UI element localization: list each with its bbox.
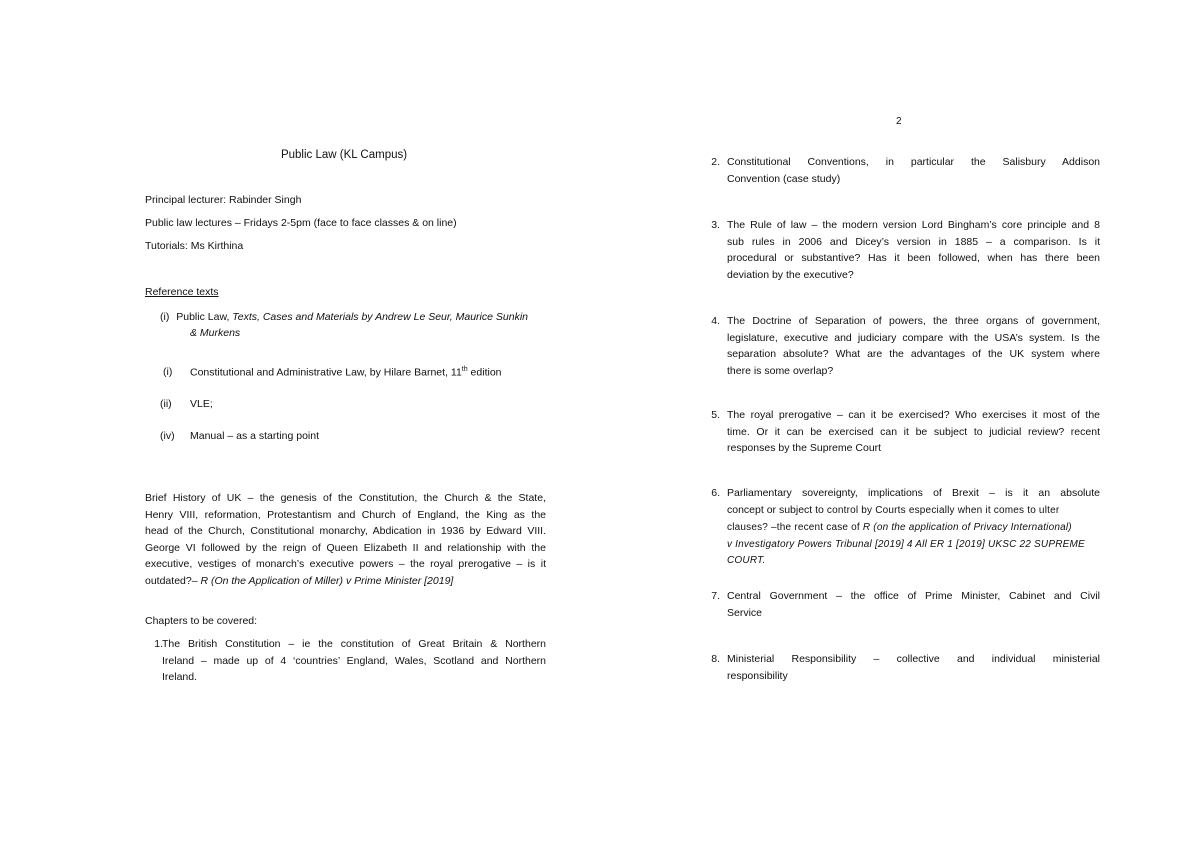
topic-item-4 <box>710 313 1100 379</box>
history-line-6 <box>145 573 546 590</box>
topic-item-2-number: 2. <box>711 156 720 168</box>
topic-item-3-line-1: The Rule of law – the modern version Lord Bingham’s core principle and 8 <box>727 219 1100 231</box>
topic-item-6-case-name: R (on the application of Privacy International) <box>862 522 1072 533</box>
history-line-4: George VI followed by the reign of Queen Elizabeth II and relationship with the <box>145 541 546 554</box>
topic-item-3-line-2: sub rules in 2006 and Dicey’s version in 1885 – a comparison. Is it <box>727 235 1100 248</box>
topic-item-8-line-1: Ministerial Responsibility – collective and individual ministerial <box>727 653 1100 665</box>
reference-item-2 <box>190 366 502 379</box>
reference-item-2-marker: (i) <box>163 366 173 378</box>
topic-item-7-number: 7. <box>711 590 720 602</box>
topic-item-6-line-3-light: clauses? –the recent case of <box>727 522 863 533</box>
reference-item-3-marker: (ii) <box>160 398 172 410</box>
reference-item-4-text: Manual – as a starting point <box>190 430 319 442</box>
topic-item-4-number: 4. <box>711 315 720 327</box>
history-line-5: executive, vestiges of monarch’s executive powers – the royal prerogative – is it <box>145 558 546 570</box>
reference-item-2-text: Constitutional and Administrative Law, by Hilare Barnet, 11 <box>190 366 462 379</box>
topic-item-6-line-2 <box>727 502 1100 520</box>
topic-item-2-line-1: Constitutional Conventions, in particular the Salisbury Addison <box>727 156 1100 168</box>
topic-item-6-line-3 <box>727 519 1100 537</box>
topic-item-3-line-3: procedural or substantive? Has it been followed, when has there been <box>727 252 1100 264</box>
reference-item-3-text: VLE; <box>190 398 213 410</box>
chapters-heading: Chapters to be covered: <box>145 615 258 627</box>
history-line-1: Brief History of UK – the genesis of the Constitution, the Church & the State, <box>145 492 546 504</box>
page-number: 2 <box>896 116 902 127</box>
lecture-times: Public law lectures – Fridays 2-5pm (face to face classes & on line) <box>145 217 457 229</box>
topic-item-2 <box>710 154 1100 187</box>
topic-item-8-line-2: responsibility <box>727 669 788 682</box>
topic-item-4-line-4: there is some overlap? <box>727 364 834 377</box>
topic-item-8 <box>710 651 1100 684</box>
topic-item-5-line-1: The royal prerogative – can it be exercised? Who exercises it most of the <box>727 409 1100 421</box>
chapter-item-1-line-3: Ireland. <box>162 671 198 683</box>
history-line-2: Henry VIII, reformation, Protestantism and Church of England, the King as the <box>145 508 546 521</box>
topic-item-6-line-1: Parliamentary sovereignty, implications of Brexit – is it an absolute <box>727 487 1100 499</box>
chapter-item-1-line-2: Ireland – made up of 4 ‘countries’ England, Wales, Scotland and Northern <box>162 654 546 667</box>
topic-item-5-line-3: responses by the Supreme Court <box>727 442 882 454</box>
topic-item-6-line-2-bold: concept or subject to <box>727 503 824 516</box>
topic-item-7 <box>710 588 1100 621</box>
history-paragraph <box>145 490 546 589</box>
reference-item-2-tail: edition <box>467 366 502 379</box>
topic-item-7-line-2: Service <box>727 606 763 619</box>
reference-item-1-cont: & Murkens <box>190 327 241 339</box>
document-title: Public Law (KL Campus) <box>280 149 408 161</box>
chapter-item-1-number: 1. <box>154 638 163 650</box>
history-case-citation: R (On the Application of Miller) v Prime Minister [2019] <box>200 574 454 587</box>
reference-item-1-italic: Texts, Cases and Materials by Andrew Le Seur, Maurice Sunkin <box>232 311 528 323</box>
history-line-6-plain: outdated?– <box>145 574 201 587</box>
reference-item-2-sup: th <box>461 366 468 373</box>
topic-item-6-line-5: COURT. <box>727 555 766 566</box>
reference-item-1 <box>160 309 560 341</box>
topic-item-5 <box>710 407 1100 457</box>
reference-item-4-marker: (iv) <box>160 430 175 442</box>
topic-item-4-line-3: separation absolute? What are the advantages of the UK system where <box>727 348 1100 360</box>
topic-item-6 <box>710 485 1100 570</box>
principal-lecturer: Principal lecturer: Rabinder Singh <box>145 194 302 206</box>
topic-item-3-number: 3. <box>711 219 720 231</box>
topic-item-7-line-1: Central Government – the office of Prime Minister, Cabinet and Civil <box>727 590 1100 602</box>
topic-item-4-line-1: The Doctrine of Separation of powers, the three organs of government, <box>727 315 1100 327</box>
reference-texts-heading: Reference texts <box>145 286 219 298</box>
history-line-3: head of the Church, Constitutional monarchy, Abdication in 1936 by Edward VIII. <box>145 525 546 537</box>
topic-item-6-line-4: v Investigatory Powers Tribunal [2019] 4 All ER 1 [2019] UKSC 22 SUPREME <box>727 538 1085 550</box>
topic-item-5-line-2: time. Or it can be exercised can it be subject to judicial review? recent <box>727 425 1100 438</box>
reference-item-1-lead: Public Law, <box>176 311 233 323</box>
tutorials: Tutorials: Ms Kirthina <box>145 240 244 252</box>
topic-item-5-number: 5. <box>711 409 720 421</box>
topic-item-4-line-2: legislature, executive and judiciary compare with the USA’s system. Is the <box>727 331 1100 344</box>
topic-item-6-number: 6. <box>711 487 720 499</box>
chapter-item-1-line-1: The British Constitution – ie the constitution of Great Britain & Northern <box>162 638 546 650</box>
chapter-item-1 <box>145 636 546 686</box>
right-page <box>600 0 1200 849</box>
topic-item-2-line-2: Convention (case study) <box>727 172 841 185</box>
topic-item-3-line-4: deviation by the executive? <box>727 268 854 281</box>
topic-item-8-number: 8. <box>711 653 720 665</box>
topic-item-3 <box>710 217 1100 283</box>
reference-item-1-marker: (i) <box>160 311 170 323</box>
topic-item-6-line-2-light: control by Courts especially when it comes to ulter <box>823 504 1060 516</box>
